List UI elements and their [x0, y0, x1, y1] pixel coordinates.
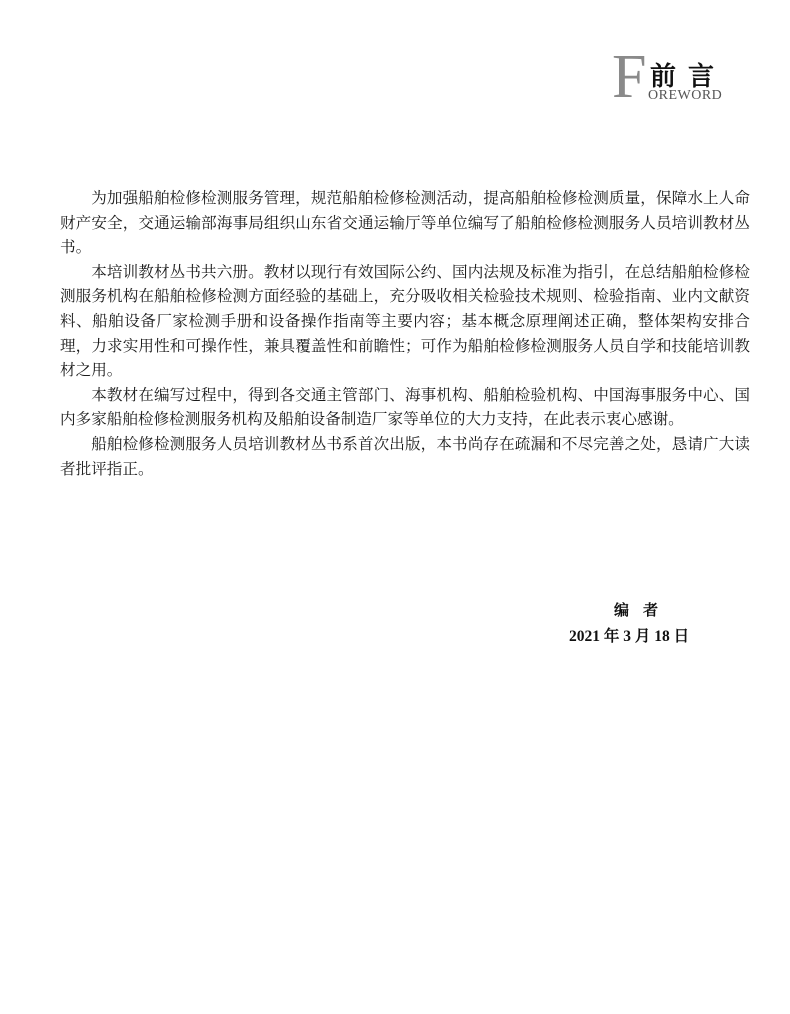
- paragraph-1: 为加强船舶检修检测服务管理，规范船舶检修检测活动，提高船舶检修检测质量，保障水上人命财产安全，交通运输部海事局组织山东省交通运输厅等单位编写了船舶检修检测服务人员培训教材丛书。: [60, 189, 750, 257]
- paragraph-2: 本培训教材丛书共六册。教材以现行有效国际公约、国内法规及标准为指引，在总结船舶检修检测服务机构在船舶检修检测方面经验的基础上，充分吸收相关检验技术规则、检验指南、业内文献资料、船舶设备厂家检测手册和设备操作指南等主要内容；基本概念原理阐述正确，整体架构安排合理，力求实用性和可操作性，兼具覆盖性和前瞻性；可作为船舶检修检测服务人员自学和技能培训教材之用。: [60, 262, 750, 380]
- foreword-heading: [612, 43, 752, 111]
- paragraph-3: 本教材在编写过程中，得到各交通主管部门、海事机构、船舶检验机构、中国海事服务中心、国内多家船舶检修检测服务机构及船舶设备制造厂家等单位的大力支持，在此表示衷心感谢。: [60, 385, 750, 429]
- foreword-body: [60, 186, 750, 481]
- paragraph-4: 船舶检修检测服务人员培训教材丛书系首次出版，本书尚存在疏漏和不尽完善之处，恳请广大读者批评指正。: [60, 434, 750, 478]
- page-title: 前言: [650, 62, 727, 92]
- signature-date: 2021 年 3 月 18 日: [569, 628, 690, 645]
- page-subtitle: OREWORD: [648, 88, 723, 103]
- heading-initial-letter: F: [612, 43, 647, 111]
- signature-author: 编者: [614, 601, 673, 619]
